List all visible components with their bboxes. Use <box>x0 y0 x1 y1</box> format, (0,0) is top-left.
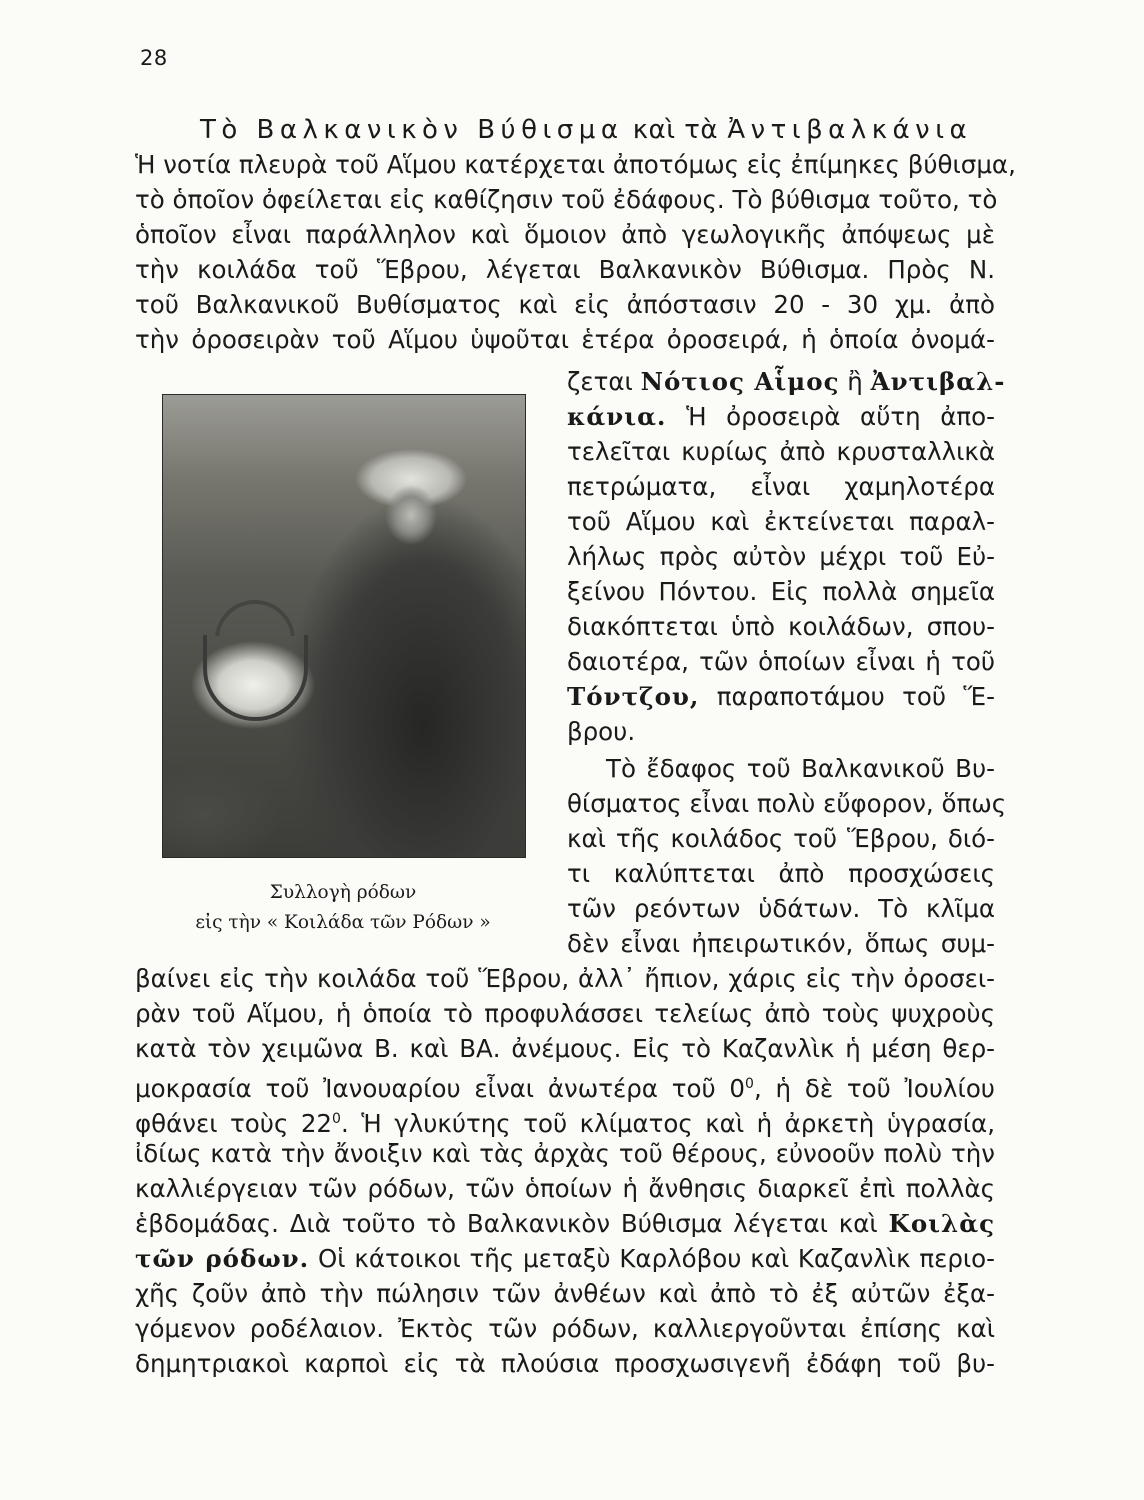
text-line: ζεται Νότιος Αἷμος ἢ Ἀντιβαλ- <box>567 367 1006 396</box>
text-line: λήλως πρὸς αὐτὸν μέχρι τοῦ Εὐ- <box>567 542 995 571</box>
text-line: τὴν ὀροσειρὰν τοῦ Αἵμου ὑψοῦται ἑτέρα ὀροσειρά, ἡ ὁποία ὀνομά- <box>135 325 995 354</box>
bold-term-antivalkania-end: κάνια. <box>567 402 667 431</box>
bold-term-ton-rodon: τῶν ρόδων. <box>135 1244 310 1273</box>
text-line: καλλιέργειαν τῶν ρόδων, τῶν ὁποίων ἡ ἄνθησις διαρκεῖ ἐπὶ πολλὰς <box>135 1174 995 1203</box>
text-line: τι καλύπτεται ἀπὸ προσχώσεις <box>567 859 995 888</box>
text-line: ἰδίως κατὰ τὴν ἄνοιξιν καὶ τὰς ἀρχὰς τοῦ θέρους, εὐνοοῦν πολὺ τὴν <box>135 1139 995 1168</box>
text-line: Ἡ νοτία πλευρὰ τοῦ Αἵμου κατέρχεται ἀποτόμως εἰς ἐπίμηκες βύθισμα, <box>135 150 1016 179</box>
title-part-1: Τὸ Βαλκανικὸν Βύθισμα <box>200 115 624 145</box>
text-line: ρὰν τοῦ Αἵμου, ἡ ὁποία τὸ προφυλάσσει τελείως ἀπὸ τοὺς ψυχροὺς <box>135 999 995 1028</box>
text-line: δημητριακοὶ καρποὶ εἰς τὰ πλούσια προσχωσιγενῆ ἐδάφη τοῦ βυ- <box>135 1349 995 1378</box>
text-line: κάνια. Ἡ ὀροσειρὰ αὕτη ἀπο- <box>567 402 995 431</box>
title-part-2: Ἀντιβαλκάνια <box>727 115 973 145</box>
text-line: πετρώματα, εἶναι χαμηλοτέρα <box>567 472 995 501</box>
text-line: κατὰ τὸν χειμῶνα Β. καὶ ΒΑ. ἀνέμους. Εἰς τὸ Καζανλὶκ ἡ μέση θερ- <box>135 1034 995 1063</box>
title-conjunction: καὶ τὰ <box>632 115 719 145</box>
text-line: δὲν εἶναι ἠπειρωτικόν, ὅπως συμ- <box>567 929 995 958</box>
text-line: τῶν ρεόντων ὑδάτων. Τὸ κλῖμα <box>567 894 995 923</box>
text-line: τὸ ὁποῖον ὀφείλεται εἰς καθίζησιν τοῦ ἐδάφους. Τὸ βύθισμα τοῦτο, τὸ <box>135 185 998 214</box>
bold-term-tontzou: Τόντζου, <box>567 682 700 711</box>
text-line: Τὸ ἔδαφος τοῦ Βαλκανικοῦ Βυ- <box>606 754 995 783</box>
bold-term-koilas: Κοιλὰς <box>888 1209 995 1238</box>
text-line: βρου. <box>567 717 636 746</box>
page-number: 28 <box>140 46 168 70</box>
text-line: θίσματος εἶναι πολὺ εὔφορον, ὅπως <box>567 789 1007 818</box>
text-line: διακόπτεται ὑπὸ κοιλάδων, σπου- <box>567 612 995 641</box>
photo-caption-line-1: Συλλογὴ ρόδων <box>269 882 417 903</box>
text-line: μοκρασία τοῦ Ἰανουαρίου εἶναι ἀνωτέρα τοῦ $0^0$, ἡ δὲ τοῦ Ἰουλίου <box>135 1074 995 1104</box>
text-line: τοῦ Βαλκανικοῦ Βυθίσματος καὶ εἰς ἀπόστασιν 20 - 30 χμ. ἀπὸ <box>135 290 995 319</box>
text-line: τελεῖται κυρίως ἀπὸ κρυσταλλικὰ <box>567 437 995 466</box>
section-title <box>200 113 972 147</box>
text-line: τῶν ρόδων. Οἱ κάτοικοι τῆς μεταξὺ Καρλόβου καὶ Καζανλὶκ περιο- <box>135 1244 995 1273</box>
photo-caption-line-2: εἰς τὴν « Κοιλάδα τῶν Ρόδων » <box>195 912 491 933</box>
bold-term-antivalkania: Ἀντιβαλ- <box>870 367 1006 396</box>
text-line: φθάνει τοὺς $22^0$. Ἡ γλυκύτης τοῦ κλίματος καὶ ἡ ἀρκετὴ ὑγρασία, <box>135 1109 995 1139</box>
text-line: Τόντζου, παραποτάμου τοῦ Ἕ- <box>567 682 995 711</box>
text-line: τοῦ Αἵμου καὶ ἐκτείνεται παραλ- <box>567 507 995 536</box>
text-line: ξείνου Πόντου. Εἰς πολλὰ σημεῖα <box>567 577 995 606</box>
basket <box>203 635 308 721</box>
text-line: γόμενον ροδέλαιον. Ἐκτὸς τῶν ρόδων, καλλιεργοῦνται ἐπίσης καὶ <box>135 1314 995 1343</box>
photo-rose-harvest <box>162 394 526 858</box>
bold-term-notios-aimos: Νότιος Αἷμος <box>640 367 840 396</box>
text-line: τὴν κοιλάδα τοῦ Ἕβρου, λέγεται Βαλκανικὸν Βύθισμα. Πρὸς Ν. <box>135 255 995 284</box>
text-line: βαίνει εἰς τὴν κοιλάδα τοῦ Ἕβρου, ἀλλ᾽ ἤπιον, χάρις εἰς τὴν ὀροσει- <box>135 964 995 993</box>
text-line: χῆς ζοῦν ἀπὸ τὴν πώλησιν τῶν ἀνθέων καὶ ἀπὸ τὸ ἐξ αὐτῶν ἐξα- <box>135 1279 995 1308</box>
text-line: ὁποῖον εἶναι παράλληλον καὶ ὅμοιον ἀπὸ γεωλογικῆς ἀπόψεως μὲ <box>135 220 995 249</box>
text-line: δαιοτέρα, τῶν ὁποίων εἶναι ἡ τοῦ <box>567 647 995 676</box>
text-line: ἑβδομάδας. Διὰ τοῦτο τὸ Βαλκανικὸν Βύθισμα λέγεται καὶ Κοιλὰς <box>135 1209 995 1238</box>
text-line: καὶ τῆς κοιλάδος τοῦ Ἕβρου, διό- <box>567 824 995 853</box>
